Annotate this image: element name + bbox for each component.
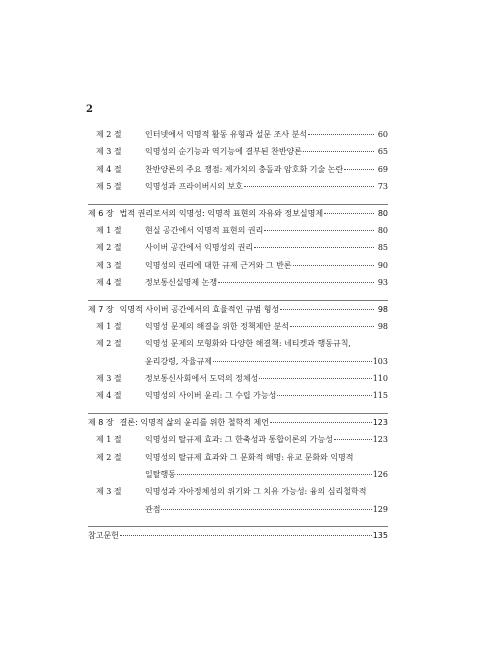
entry-page-number: 103 — [372, 356, 388, 366]
toc-entry-continuation[interactable] — [88, 356, 388, 373]
toc-section-entry[interactable] — [88, 129, 388, 146]
entry-title: 정보통신실명제 논쟁 — [145, 278, 218, 288]
dot-leader — [334, 439, 372, 440]
entry-number: 제 1 절 — [96, 321, 122, 331]
toc-section-entry[interactable] — [88, 373, 388, 390]
entry-title: 익명성 문제의 해결을 위한 정책제안 분석 — [145, 321, 290, 331]
entry-title: 찬반양론의 주요 쟁점: 제가치의 충돌과 암호화 기술 논란 — [145, 164, 344, 174]
toc-section-entry[interactable] — [88, 146, 388, 163]
entry-number: 제 4 절 — [96, 164, 122, 174]
toc-chapter — [88, 204, 388, 295]
entry-page-number: 123 — [372, 435, 388, 445]
toc-chapter-entry[interactable] — [88, 417, 388, 434]
entry-page-number: 98 — [377, 304, 388, 314]
entry-title: 익명성의 순기능과 역기능에 결부된 찬반양론 — [145, 147, 303, 157]
entry-page-number: 98 — [377, 321, 388, 331]
dot-leader — [254, 247, 374, 248]
entry-page-number: 73 — [377, 182, 388, 192]
entry-page-number: 93 — [377, 278, 388, 288]
dot-leader — [293, 265, 374, 266]
entry-number: 제 2 절 — [96, 243, 122, 253]
dot-leader — [259, 378, 371, 379]
entry-number: 제 2 절 — [96, 452, 122, 462]
entry-page-number: 123 — [372, 417, 388, 427]
entry-number: 제 4 절 — [96, 278, 122, 288]
toc-section-entry[interactable] — [88, 277, 388, 294]
toc-chapter — [88, 413, 388, 521]
entry-title: 익명적 사이버 공간에서의 효율적인 규범 형성 — [119, 304, 280, 314]
dot-leader — [280, 309, 374, 310]
entry-title: 익명성의 사이버 윤리: 그 수립 가능성 — [145, 391, 277, 401]
entry-number: 제 6 장 — [88, 208, 114, 218]
toc-entry-continuation[interactable] — [88, 469, 388, 486]
dot-leader — [213, 361, 372, 362]
dot-leader — [270, 422, 372, 423]
toc-section-entry[interactable] — [88, 260, 388, 277]
dot-leader — [324, 213, 374, 214]
entry-number: 제 7 장 — [88, 304, 114, 314]
toc-chapter — [88, 300, 388, 408]
toc-chapter — [88, 526, 388, 547]
entry-page-number: 85 — [377, 243, 388, 253]
entry-title: 정보통신사회에서 도덕의 정체성 — [145, 374, 259, 384]
entry-page-number: 65 — [377, 147, 388, 157]
toc-chapter-entry[interactable] — [88, 530, 388, 547]
entry-page-number: 80 — [377, 208, 388, 218]
dot-leader — [290, 326, 374, 327]
entry-title: 참고문헌 — [88, 531, 119, 541]
entry-page-number: 60 — [377, 130, 388, 139]
dot-leader — [244, 186, 374, 187]
toc-chapter — [88, 129, 388, 199]
dot-leader — [264, 230, 374, 231]
dot-leader — [120, 535, 372, 536]
table-of-contents — [88, 129, 388, 548]
entry-number: 제 4 절 — [96, 391, 122, 401]
toc-section-entry[interactable] — [88, 164, 388, 181]
toc-section-entry[interactable] — [88, 225, 388, 242]
entry-number: 제 2 절 — [96, 130, 122, 139]
dot-leader — [344, 169, 374, 170]
toc-section-entry[interactable] — [88, 321, 388, 338]
toc-section-entry[interactable] — [88, 390, 388, 407]
entry-number: 제 3 절 — [96, 487, 122, 497]
dot-leader — [218, 282, 374, 283]
entry-page-number: 126 — [372, 470, 388, 480]
entry-title: 익명성과 프라이버시의 보호 — [145, 182, 243, 192]
entry-title: 윤리강령, 자율규제 — [145, 356, 212, 366]
entry-title: 현실 공간에서 익명적 표현의 권리 — [145, 225, 264, 235]
entry-title: 일탈행동 — [145, 470, 176, 480]
page-number: 2 — [86, 104, 93, 115]
toc-section-entry[interactable] — [88, 434, 388, 451]
entry-number: 제 1 절 — [96, 225, 122, 235]
dot-leader — [177, 474, 372, 475]
entry-title: 인터넷에서 익명적 활동 유형과 설문 조사 분석 — [145, 130, 308, 139]
entry-title: 익명성과 자아정체성의 위기와 그 치유 가능성: 융의 심리철학적 — [145, 487, 367, 497]
toc-section-entry[interactable] — [88, 486, 388, 503]
entry-title: 관점 — [145, 504, 161, 514]
entry-page-number: 129 — [372, 504, 388, 514]
toc-section-entry[interactable] — [88, 452, 388, 469]
toc-section-entry[interactable] — [88, 242, 388, 259]
toc-entry-continuation[interactable] — [88, 504, 388, 521]
entry-page-number: 80 — [377, 225, 388, 235]
entry-page-number: 90 — [377, 260, 388, 270]
entry-number: 제 3 절 — [96, 374, 122, 384]
toc-chapter-entry[interactable] — [88, 208, 388, 225]
dot-leader — [308, 134, 374, 135]
entry-page-number: 110 — [372, 374, 388, 384]
dot-leader — [277, 395, 371, 396]
entry-number: 제 8 장 — [88, 417, 114, 427]
toc-section-entry[interactable] — [88, 338, 388, 355]
dot-leader — [303, 151, 374, 152]
entry-title: 익명성의 탈규제 효과: 그 한축성과 통합이론의 가능성 — [145, 435, 333, 445]
entry-title: 익명성 문제의 모형화와 다양한 해결책: 네티켓과 행동규칙, — [145, 339, 351, 349]
entry-title: 익명성의 권리에 대한 규제 근거와 그 반론 — [145, 260, 292, 270]
entry-page-number: 115 — [372, 391, 388, 401]
entry-number: 제 3 절 — [96, 147, 122, 157]
entry-number: 제 3 절 — [96, 260, 122, 270]
entry-title: 결론: 익명적 삶의 윤리를 위한 철학적 제언 — [119, 417, 269, 427]
entry-number: 제 1 절 — [96, 435, 122, 445]
entry-page-number: 69 — [377, 164, 388, 174]
toc-section-entry[interactable] — [88, 181, 388, 198]
entry-number: 제 5 절 — [96, 182, 122, 192]
dot-leader — [161, 509, 371, 510]
entry-title: 익명성의 탈규제 효과와 그 문화적 해명: 유교 문화와 익명적 — [145, 452, 354, 462]
entry-title: 법적 권리로서의 익명성: 익명적 표현의 자유와 정보실명제 — [119, 208, 324, 218]
toc-chapter-entry[interactable] — [88, 304, 388, 321]
entry-number: 제 2 절 — [96, 339, 122, 349]
entry-page-number: 135 — [372, 531, 388, 541]
entry-title: 사이버 공간에서 익명성의 권리 — [145, 243, 254, 253]
